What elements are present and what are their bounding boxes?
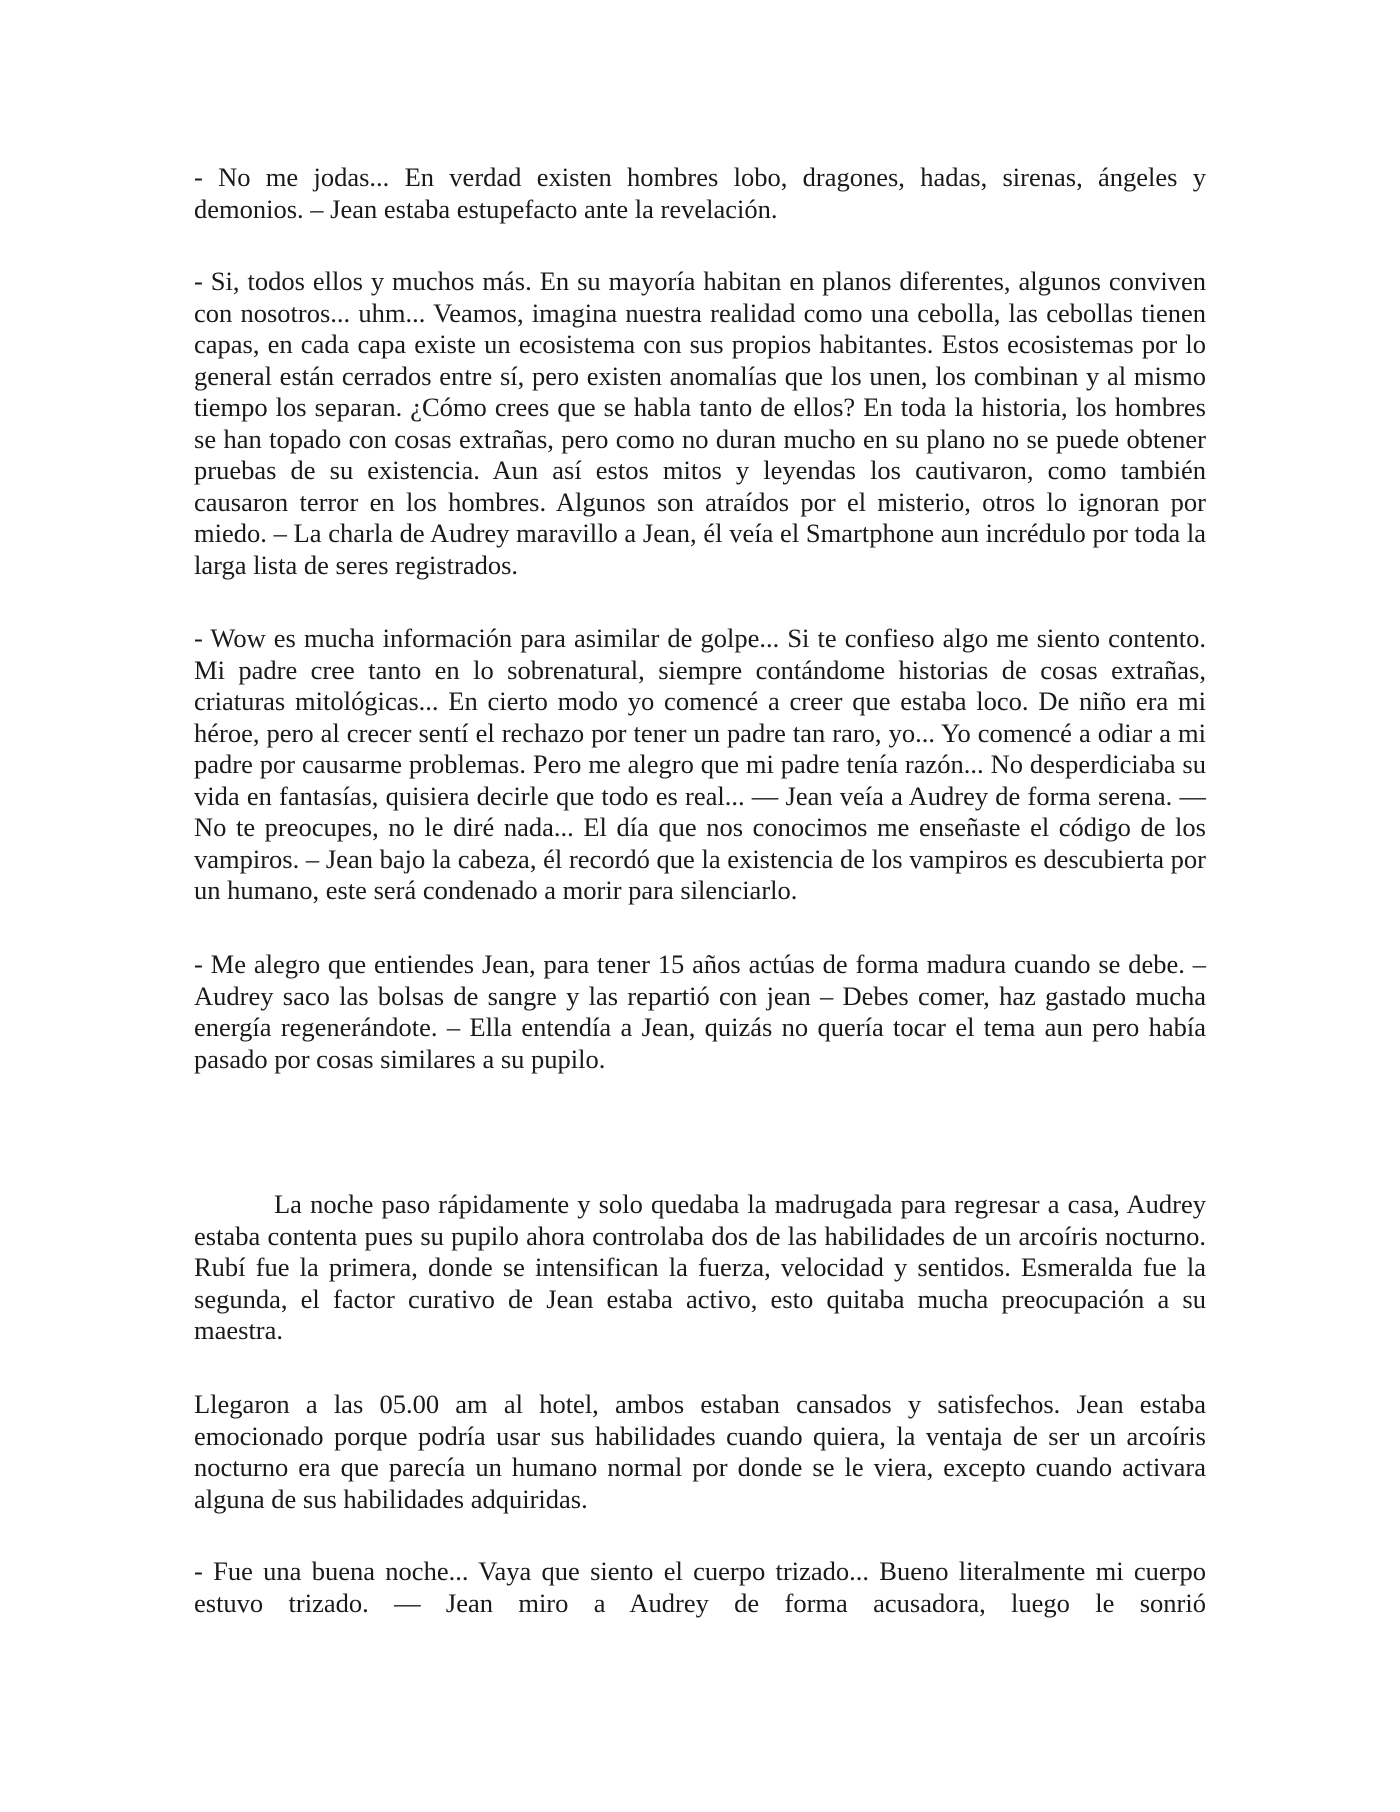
paragraph-4: - Me alegro que entiendes Jean, para tener 15 años actúas de forma madura cuando se debe. – Audrey saco las bolsas de sangre y las repartió con jean – Debes comer, haz gastado mucha energía regenerándote. – Ella entendía a Jean, quizás no quería tocar el tema aun pero había pasado por cosas similares a su pupilo.	[194, 949, 1206, 1074]
paragraph-7: - Fue una buena noche... Vaya que siento el cuerpo trizado... Bueno literalmente mi cuerpo estuvo trizado. — Jean miro a Audrey de forma acusadora, luego le sonrió	[194, 1556, 1206, 1618]
paragraph-5: La noche paso rápidamente y solo quedaba la madrugada para regresar a casa, Audrey estaba contenta pues su pupilo ahora controlaba dos de las habilidades de un arcoíris nocturno. Rubí fue la primera, donde se intensifican la fuerza, velocidad y sentidos. Esmeralda fue la segunda, el factor curativo de Jean estaba activo, esto quitaba mucha preocupación a su maestra.	[194, 1189, 1206, 1345]
paragraph-1: - No me jodas... En verdad existen hombres lobo, dragones, hadas, sirenas, ángeles y demonios. – Jean estaba estupefacto ante la revelación.	[194, 162, 1206, 224]
paragraph-6: Llegaron a las 05.00 am al hotel, ambos estaban cansados y satisfechos. Jean estaba emocionado porque podría usar sus habilidades cuando quiera, la ventaja de ser un arcoíris nocturno era que parecía un humano normal por donde se le viera, excepto cuando activara alguna de sus habilidades adquiridas.	[194, 1389, 1206, 1514]
paragraph-3: - Wow es mucha información para asimilar de golpe... Si te confieso algo me siento contento. Mi padre cree tanto en lo sobrenatural, siempre contándome historias de cosas extrañas, criaturas mitológicas... En cierto modo yo comencé a creer que estaba loco. De niño era mi héroe, pero al crecer sentí el rechazo por tener un padre tan raro, yo... Yo comencé a odiar a mi padre por causarme problemas. Pero me alegro que mi padre tenía razón... No desperdiciaba su vida en fantasías, quisiera decirle que todo es real... — Jean veía a Audrey de forma serena. — No te preocupes, no le diré nada... El día que nos conocimos me enseñaste el código de los vampiros. – Jean bajo la cabeza, él recordó que la existencia de los vampiros es descubierta por un humano, este será condenado a morir para silenciarlo.	[194, 623, 1206, 905]
paragraph-2: - Si, todos ellos y muchos más. En su mayoría habitan en planos diferentes, algunos conviven con nosotros... uhm... Veamos, imagina nuestra realidad como una cebolla, las cebollas tienen capas, en cada capa existe un ecosistema con sus propios habitantes. Estos ecosistemas por lo general están cerrados entre sí, pero existen anomalías que los unen, los combinan y al mismo tiempo los separan. ¿Cómo crees que se habla tanto de ellos? En toda la historia, los hombres se han topado con cosas extrañas, pero como no duran mucho en su plano no se puede obtener pruebas de su existencia. Aun así estos mitos y leyendas los cautivaron, como también causaron terror en los hombres. Algunos son atraídos por el misterio, otros lo ignoran por miedo. – La charla de Audrey maravillo a Jean, él veía el Smartphone aun incrédulo por toda la larga lista de seres registrados.	[194, 266, 1206, 580]
